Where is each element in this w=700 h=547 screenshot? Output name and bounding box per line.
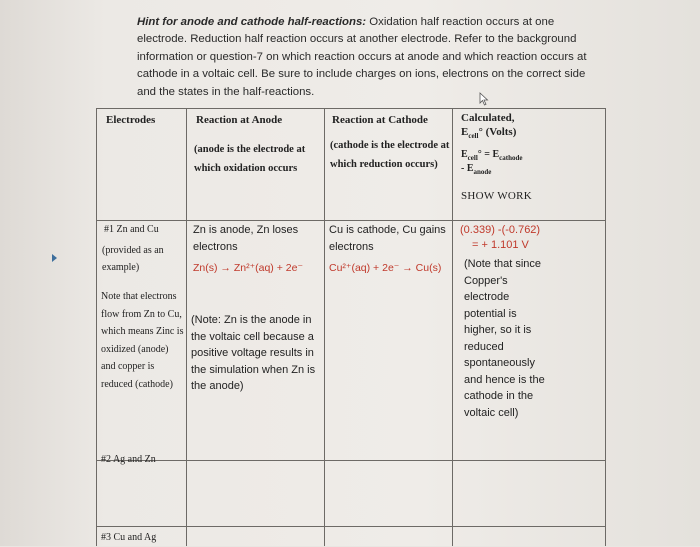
row1-anode-note: (Note: Zn is the anode in the voltaic cell because a positive voltage results in the simulation when Zn is the anode) bbox=[191, 314, 316, 392]
header-reaction-cathode: Reaction at Cathode bbox=[332, 114, 428, 126]
table-column-divider bbox=[186, 108, 187, 546]
row1-electrodes: #1 Zn and Cu bbox=[104, 224, 159, 235]
row1-cathode-reaction: Cu²⁺(aq) + 2e⁻ → Cu(s) bbox=[329, 262, 442, 274]
hint-paragraph bbox=[137, 14, 607, 101]
row1-electron-flow-note: Note that electrons flow from Zn to Cu, which means Zinc is oxidized (anode) and copper is reduced (cathode) bbox=[101, 291, 184, 390]
row1-provided-note: (provided as an example) bbox=[102, 245, 164, 273]
row1-anode-description: Zn is anode, Zn loses electrons bbox=[193, 224, 299, 253]
table-column-divider bbox=[452, 108, 453, 546]
bullet-marker-icon bbox=[52, 254, 57, 262]
header-electrodes: Electrodes bbox=[106, 114, 156, 126]
header-ecell-volts bbox=[461, 126, 601, 140]
formula-equals: ° = E bbox=[477, 149, 500, 161]
half-reaction-table bbox=[96, 108, 606, 546]
header-ecell-formula bbox=[461, 149, 601, 162]
mouse-cursor-icon bbox=[478, 92, 490, 106]
row1-calc-expression: (0.339) -(-0.762) bbox=[460, 224, 541, 236]
header-cathode-subtitle: (cathode is the electrode at which reduction occurs) bbox=[330, 140, 450, 170]
hint-text: Oxidation half reaction occurs at one electrode. Reduction half reaction occurs at another electrode. Refer to the background information or question-7 on which reaction occurs at anode and which reaction occurs at cathode in a voltaic cell. Be sure to include charges on ions, electrons on the correct side and the states in the half-reactions. bbox=[137, 16, 587, 98]
formula-lhs-subscript: cell bbox=[467, 154, 478, 163]
row1-calc-result: = + 1.101 V bbox=[472, 239, 529, 251]
formula-anode-subscript: anode bbox=[473, 168, 492, 177]
row1-anode-reaction: Zn(s) → Zn²⁺(aq) + 2e⁻ bbox=[193, 262, 303, 274]
table-row-divider bbox=[96, 526, 606, 527]
header-calculated-title: Calculated, bbox=[461, 112, 515, 124]
hint-title: Hint for anode and cathode half-reactions: bbox=[137, 16, 367, 28]
formula-lhs: E bbox=[461, 149, 468, 161]
ecell-units: ° (Volts) bbox=[478, 126, 517, 138]
formula-minus: - E bbox=[461, 163, 474, 175]
table-border-left bbox=[96, 108, 97, 546]
row1-cathode-description: Cu is cathode, Cu gains electrons bbox=[329, 224, 446, 253]
row3-electrodes: #3 Cu and Ag bbox=[101, 532, 157, 543]
row1-calc-note: (Note that since Copper's electrode potential is higher, so it is reduced spontaneously and hence is the cathode in the voltaic cell) bbox=[464, 258, 545, 419]
ecell-symbol: E bbox=[461, 126, 469, 138]
table-column-divider bbox=[324, 108, 325, 546]
ecell-subscript: cell bbox=[468, 132, 479, 141]
table-border-top bbox=[96, 108, 606, 109]
header-anode-subtitle: (anode is the electrode at which oxidation occurs bbox=[194, 144, 306, 174]
table-border-right bbox=[605, 108, 606, 546]
header-calculated bbox=[461, 112, 601, 202]
header-reaction-anode: Reaction at Anode bbox=[196, 114, 283, 126]
header-show-work: SHOW WORK bbox=[461, 190, 533, 203]
formula-cathode-subscript: cathode bbox=[499, 154, 523, 163]
header-ecell-formula-anode bbox=[461, 163, 601, 176]
row2-electrodes: #2 Ag and Zn bbox=[101, 454, 156, 465]
